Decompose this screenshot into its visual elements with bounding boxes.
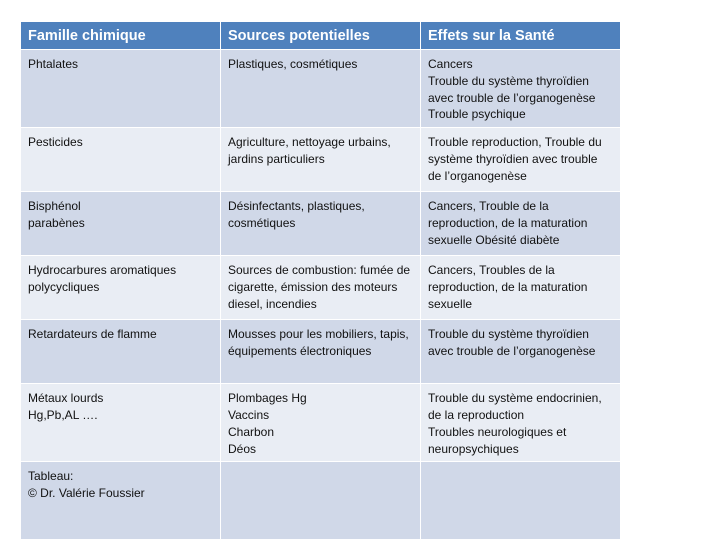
table-row [21,128,621,192]
effects-text: Cancers, Troubles de la reproduction, de la maturation sexuelle [428,263,588,311]
cell-family [21,320,221,384]
cell-sources-empty [221,462,421,540]
table-row [21,462,621,540]
effects-text: Trouble reproduction, Trouble du système thyroïdien avec trouble de l’organogenèse [428,135,602,183]
table-row [21,384,621,462]
cell-sources [221,256,421,320]
sources-text: Charbon [228,424,275,439]
table-row [21,320,621,384]
header-effects: Effets sur la Santé [421,22,621,50]
cell-sources [221,320,421,384]
chemical-families-table [20,21,621,540]
family-text: Métaux lourds [28,391,104,406]
effects-text: Trouble du système thyroïdien avec trouble de l’organogenèse [428,73,596,105]
effects-text: Trouble psychique [428,107,526,122]
copyright-text: © Dr. Valérie Foussier [28,486,145,501]
family-text: Hydrocarbures aromatiques polycycliques [28,263,177,294]
cell-effects [421,50,621,128]
sources-text: Vaccins [228,407,270,422]
effects-text: Trouble du système endocrinien, de la reproduction [428,391,602,422]
header-sources: Sources potentielles [221,22,421,50]
table-row [21,256,621,320]
sources-text: Agriculture, nettoyage urbains, jardins particuliers [228,135,391,166]
sources-text: Déos [228,441,257,456]
cell-sources [221,50,421,128]
family-text: Pesticides [28,135,83,150]
family-text: Phtalates [28,57,79,71]
sources-text: Désinfectants, plastiques, cosmétiques [228,199,365,230]
header-row [21,22,621,50]
family-text: Retardateurs de flamme [28,327,157,342]
family-text: Hg,Pb,AL …. [28,407,98,422]
cell-family [21,462,221,540]
sources-text: Plombages Hg [228,391,307,406]
sources-text: Mousses pour les mobiliers, tapis, équipements électroniques [228,327,409,358]
cell-effects [421,128,621,192]
family-text: parabènes [28,215,85,230]
cell-sources [221,384,421,462]
cell-sources [221,192,421,256]
table-row [21,50,621,128]
cell-family [21,256,221,320]
sources-text: Plastiques, cosmétiques [228,57,358,71]
effects-text: Cancers [428,57,473,71]
caption-label: Tableau: [28,469,74,484]
cell-effects [421,384,621,462]
effects-text: Cancers, Trouble de la reproduction, de la maturation sexuelle Obésité diabète [428,199,588,247]
cell-family [21,192,221,256]
effects-text: Troubles neurologiques et neuropsychiques [428,424,567,456]
cell-family [21,384,221,462]
cell-family [21,128,221,192]
table-row [21,192,621,256]
cell-effects [421,320,621,384]
family-text: Bisphénol [28,199,81,214]
cell-effects [421,256,621,320]
cell-sources [221,128,421,192]
cell-effects-empty [421,462,621,540]
effects-text: Trouble du système thyroïdien avec trouble de l’organogenèse [428,327,596,358]
header-family: Famille chimique [21,22,221,50]
cell-effects [421,192,621,256]
sources-text: Sources de combustion: fumée de cigarette, émission des moteurs diesel, incendies [228,263,411,311]
cell-family [21,50,221,128]
